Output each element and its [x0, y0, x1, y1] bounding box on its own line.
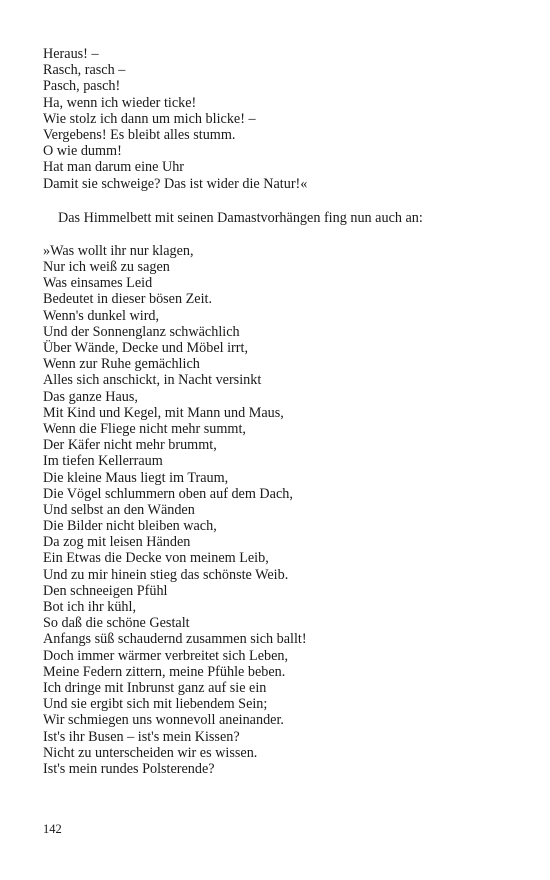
- page-content: [43, 46, 513, 777]
- verse-line: Die Vögel schlummern oben auf dem Dach,: [43, 485, 293, 502]
- verse-line: Ich dringe mit Inbrunst ganz auf sie ein: [43, 679, 267, 696]
- verse-line: Pasch, pasch!: [43, 78, 121, 95]
- verse-line: Ein Etwas die Decke von meinem Leib,: [43, 550, 269, 567]
- verse-stanza-2: [43, 243, 513, 777]
- verse-line: Damit sie schweige? Das ist wider die Natur!«: [43, 175, 308, 192]
- verse-line: Das ganze Haus,: [43, 388, 138, 405]
- verse-line: Ist's ihr Busen – ist's mein Kissen?: [43, 728, 240, 745]
- verse-line: Den schneeigen Pfühl: [43, 582, 168, 599]
- verse-line: Und sie ergibt sich mit liebendem Sein;: [43, 696, 268, 713]
- verse-line: Anfangs süß schaudernd zusammen sich ballt!: [43, 631, 307, 648]
- verse-line: Da zog mit leisen Händen: [43, 534, 191, 551]
- verse-line: Hat man darum eine Uhr: [43, 159, 185, 176]
- verse-line: Nur ich weiß zu sagen: [43, 259, 170, 276]
- verse-line: Nicht zu unterscheiden wir es wissen.: [43, 744, 258, 761]
- verse-line: Wenn's dunkel wird,: [43, 307, 160, 324]
- verse-line: Bot ich ihr kühl,: [43, 599, 137, 616]
- verse-line: Und zu mir hinein stieg das schönste Weib.: [43, 566, 289, 583]
- verse-line: Wir schmiegen uns wonnevoll aneinander.: [43, 712, 284, 729]
- verse-line: Meine Federn zittern, meine Pfühle beben.: [43, 663, 286, 680]
- verse-stanza-1: [43, 46, 513, 192]
- verse-line: Wenn zur Ruhe gemächlich: [43, 356, 200, 373]
- verse-line: Im tiefen Kellerraum: [43, 453, 163, 470]
- verse-line: Wenn die Fliege nicht mehr summt,: [43, 420, 246, 437]
- verse-line: »Was wollt ihr nur klagen,: [43, 242, 194, 259]
- verse-line: Wie stolz ich dann um mich blicke! –: [43, 110, 256, 127]
- verse-line: Vergebens! Es bleibt alles stumm.: [43, 126, 236, 143]
- verse-line: Rasch, rasch –: [43, 62, 126, 79]
- verse-line: Heraus! –: [43, 46, 99, 62]
- prose-paragraph: Das Himmelbett mit seinen Damastvorhängen fing nun auch an:: [58, 209, 423, 226]
- verse-line: Alles sich anschickt, in Nacht versinkt: [43, 372, 262, 389]
- verse-line: Bedeutet in dieser bösen Zeit.: [43, 291, 213, 308]
- verse-line: O wie dumm!: [43, 143, 122, 160]
- verse-line: Und der Sonnenglanz schwächlich: [43, 323, 240, 340]
- verse-line: Was einsames Leid: [43, 275, 153, 292]
- page-number: 142: [43, 822, 62, 836]
- verse-line: Und selbst an den Wänden: [43, 501, 195, 518]
- verse-line: So daß die schöne Gestalt: [43, 615, 190, 632]
- verse-line: Doch immer wärmer verbreitet sich Leben,: [43, 647, 289, 664]
- verse-line: Über Wände, Decke und Möbel irrt,: [43, 340, 248, 357]
- verse-line: Die kleine Maus liegt im Traum,: [43, 469, 229, 486]
- verse-line: Der Käfer nicht mehr brummt,: [43, 437, 217, 454]
- verse-line: Ist's mein rundes Polsterende?: [43, 760, 215, 777]
- verse-line: Die Bilder nicht bleiben wach,: [43, 518, 217, 535]
- verse-line: Mit Kind und Kegel, mit Mann und Maus,: [43, 404, 284, 421]
- verse-line: Ha, wenn ich wieder ticke!: [43, 94, 197, 111]
